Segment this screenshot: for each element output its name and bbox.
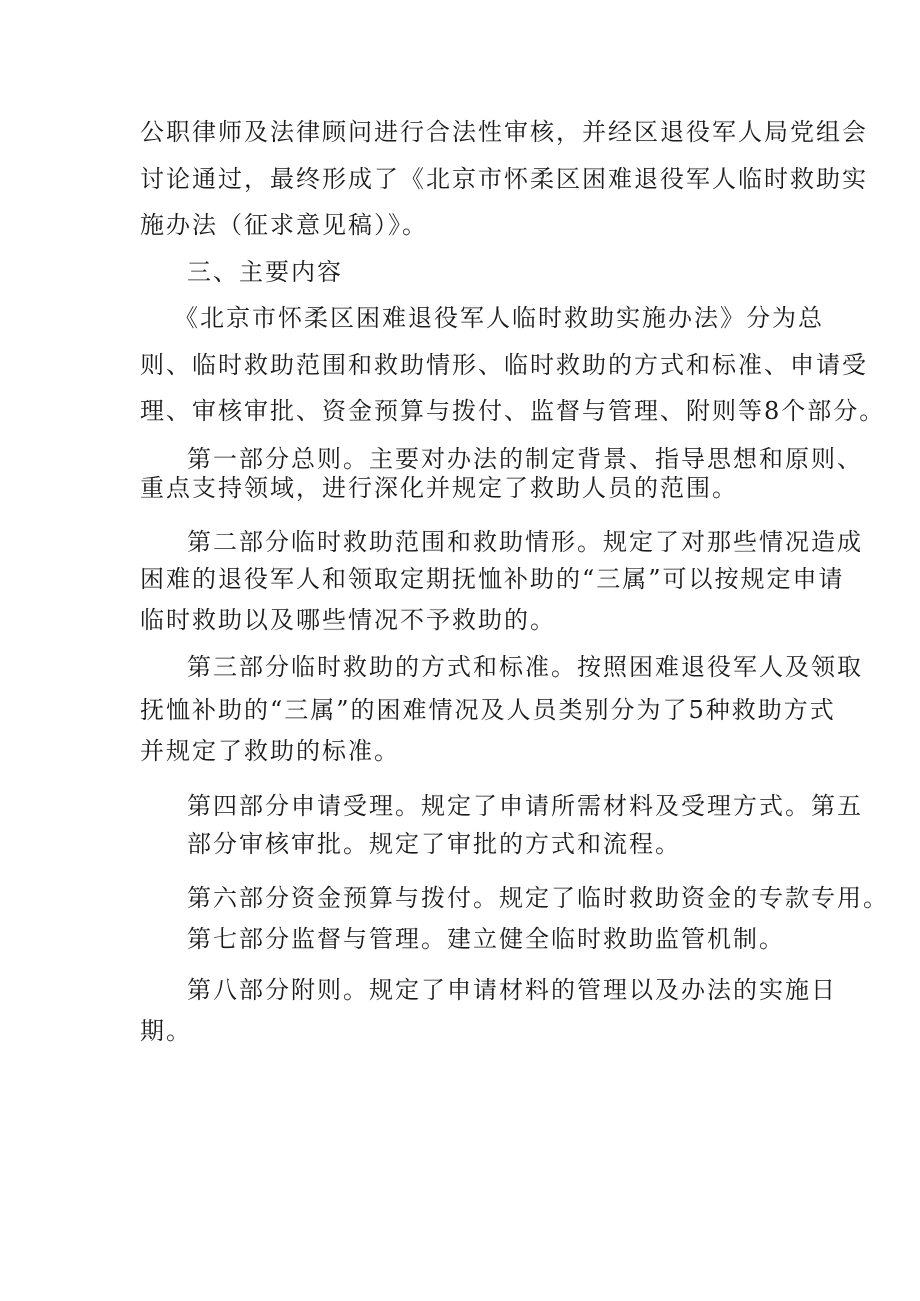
text-line-12: 临时救助以及哪些情况不予救助的。 xyxy=(140,606,556,634)
text-line-11: 困难的退役军人和领取定期抚恤补助的“三属”可以按规定申请 xyxy=(140,565,845,593)
text-line-10: 第二部分临时救助范围和救助情形。规定了对那些情况造成 xyxy=(187,528,863,556)
section-heading: 三、主要内容 xyxy=(187,258,343,286)
text-line-3: 施办法（征求意见稿）》。 xyxy=(140,211,428,239)
text-line-13: 第三部分临时救助的方式和标准。按照困难退役军人及领取 xyxy=(187,653,863,681)
text-line-14: 抚恤补助的“三属”的困难情况及人员类别分为了5种救助方式 xyxy=(140,696,836,724)
text-line-1: 公职律师及法律顾问进行合法性审核，并经区退役军人局党组会 xyxy=(140,118,868,146)
text-line-15: 并规定了救助的标准。 xyxy=(140,737,400,765)
text-line-16: 第四部分申请受理。规定了申请所需材料及受理方式。第五 xyxy=(187,792,863,820)
text-line-2: 讨论通过，最终形成了《北京市怀柔区困难退役军人临时救助实 xyxy=(140,165,868,193)
text-line-8: 第一部分总则。主要对办法的制定背景、指导思想和原则、 xyxy=(187,445,863,473)
text-line-6: 则、临时救助范围和救助情形、临时救助的方式和标准、申请受 xyxy=(140,351,868,379)
text-line-20: 第八部分附则。规定了申请材料的管理以及办法的实施日 xyxy=(187,976,837,1004)
text-line-9: 重点支持领域，进行深化并规定了救助人员的范围。 xyxy=(140,474,738,502)
text-line-18: 第六部分资金预算与拨付。规定了临时救助资金的专款专用。 xyxy=(187,884,889,912)
text-line-21: 期。 xyxy=(140,1017,192,1045)
text-line-5: 《北京市怀柔区困难退役军人临时救助实施办法》分为总 xyxy=(174,304,824,332)
text-line-19: 第七部分监督与管理。建立健全临时救助监管机制。 xyxy=(187,925,785,953)
text-line-17: 部分审核审批。规定了审批的方式和流程。 xyxy=(187,830,681,858)
text-line-7: 理、审核审批、资金预算与拨付、监督与管理、附则等8个部分。 xyxy=(140,397,886,425)
